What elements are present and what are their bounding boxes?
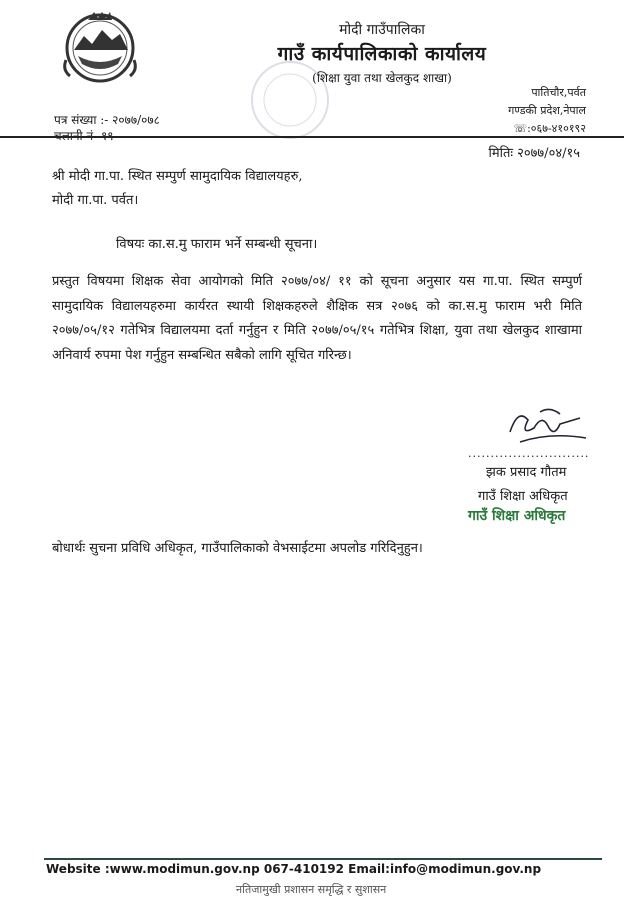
municipality-name: मोदी गाउँपालिका bbox=[339, 22, 425, 38]
office-address bbox=[508, 84, 586, 138]
header-divider bbox=[0, 136, 624, 138]
office-title: गाउँ कार्यपालिकाको कार्यालय bbox=[277, 43, 487, 65]
handwritten-signature bbox=[490, 402, 600, 450]
letter-body: प्रस्तुत विषयमा शिक्षक सेवा आयोगको मिति २०७७/०४/ ११ को सूचना अनुसार यस गा.पा. स्थित सम्पुर्ण सामुदायिक विद्यालयहरुमा कार्यरत स्थायी शिक्षकहरुले शैक्षिक सत्र २०७६ को का.स.मु फाराम भरी मिति २०७७/०५/१२ गतेभित्र विद्यालयमा दर्ता गर्नुहुन र मिति २०७७/०५/१५ गतेभित्र शिक्षा, युवा तथा खेलकुद शाखामा अनिवार्य रुपमा पेश गर्नुहुन सम्बन्धित सबैको लागि सूचित गरिन्छ। bbox=[52, 274, 582, 363]
phone-line: ☏:०६७-४१०१९२ bbox=[513, 122, 586, 135]
signatory-name: झक प्रसाद गौतम bbox=[486, 465, 567, 480]
recipient-line-1: श्री मोदी गा.पा. स्थित सम्पुर्ण सामुदायिक विद्यालयहरु, bbox=[52, 169, 303, 184]
signatory-designation: गाउँ शिक्षा अधिकृत bbox=[478, 489, 568, 504]
footer-divider bbox=[44, 858, 602, 860]
footer-slogan: नतिजामुखी प्रशासन समृद्धि र सुशासन bbox=[236, 883, 387, 896]
signature-dots: ........................... bbox=[468, 447, 590, 460]
recipient-line-2: मोदी गा.पा. पर्वत। bbox=[52, 193, 139, 208]
cc-note: बोधार्थः सुचना प्रविधि अधिकृत, गाउँपालिकाको वेभसाईटमा अपलोड गरिदिनुहुन। bbox=[52, 541, 423, 556]
letter-subject: विषयः का.स.मु फाराम भर्ने सम्बन्धी सूचना। bbox=[116, 237, 318, 252]
designation-stamp: गाउँ शिक्षा अधिकृत bbox=[468, 508, 566, 524]
address-line: गण्डकी प्रदेश,नेपाल bbox=[508, 104, 586, 117]
address-line: पातिचौर,पर्वत bbox=[531, 86, 586, 99]
letter-number: पत्र संख्या :- २०७७/०७८ bbox=[54, 113, 160, 127]
letter-date: मितिः २०७७/०४/१५ bbox=[488, 146, 580, 161]
footer-contact: Website :www.modimun.gov.np 067-410192 Email:info@modimun.gov.np bbox=[46, 862, 542, 876]
section-title: (शिक्षा युवा तथा खेलकुद शाखा) bbox=[312, 71, 452, 85]
